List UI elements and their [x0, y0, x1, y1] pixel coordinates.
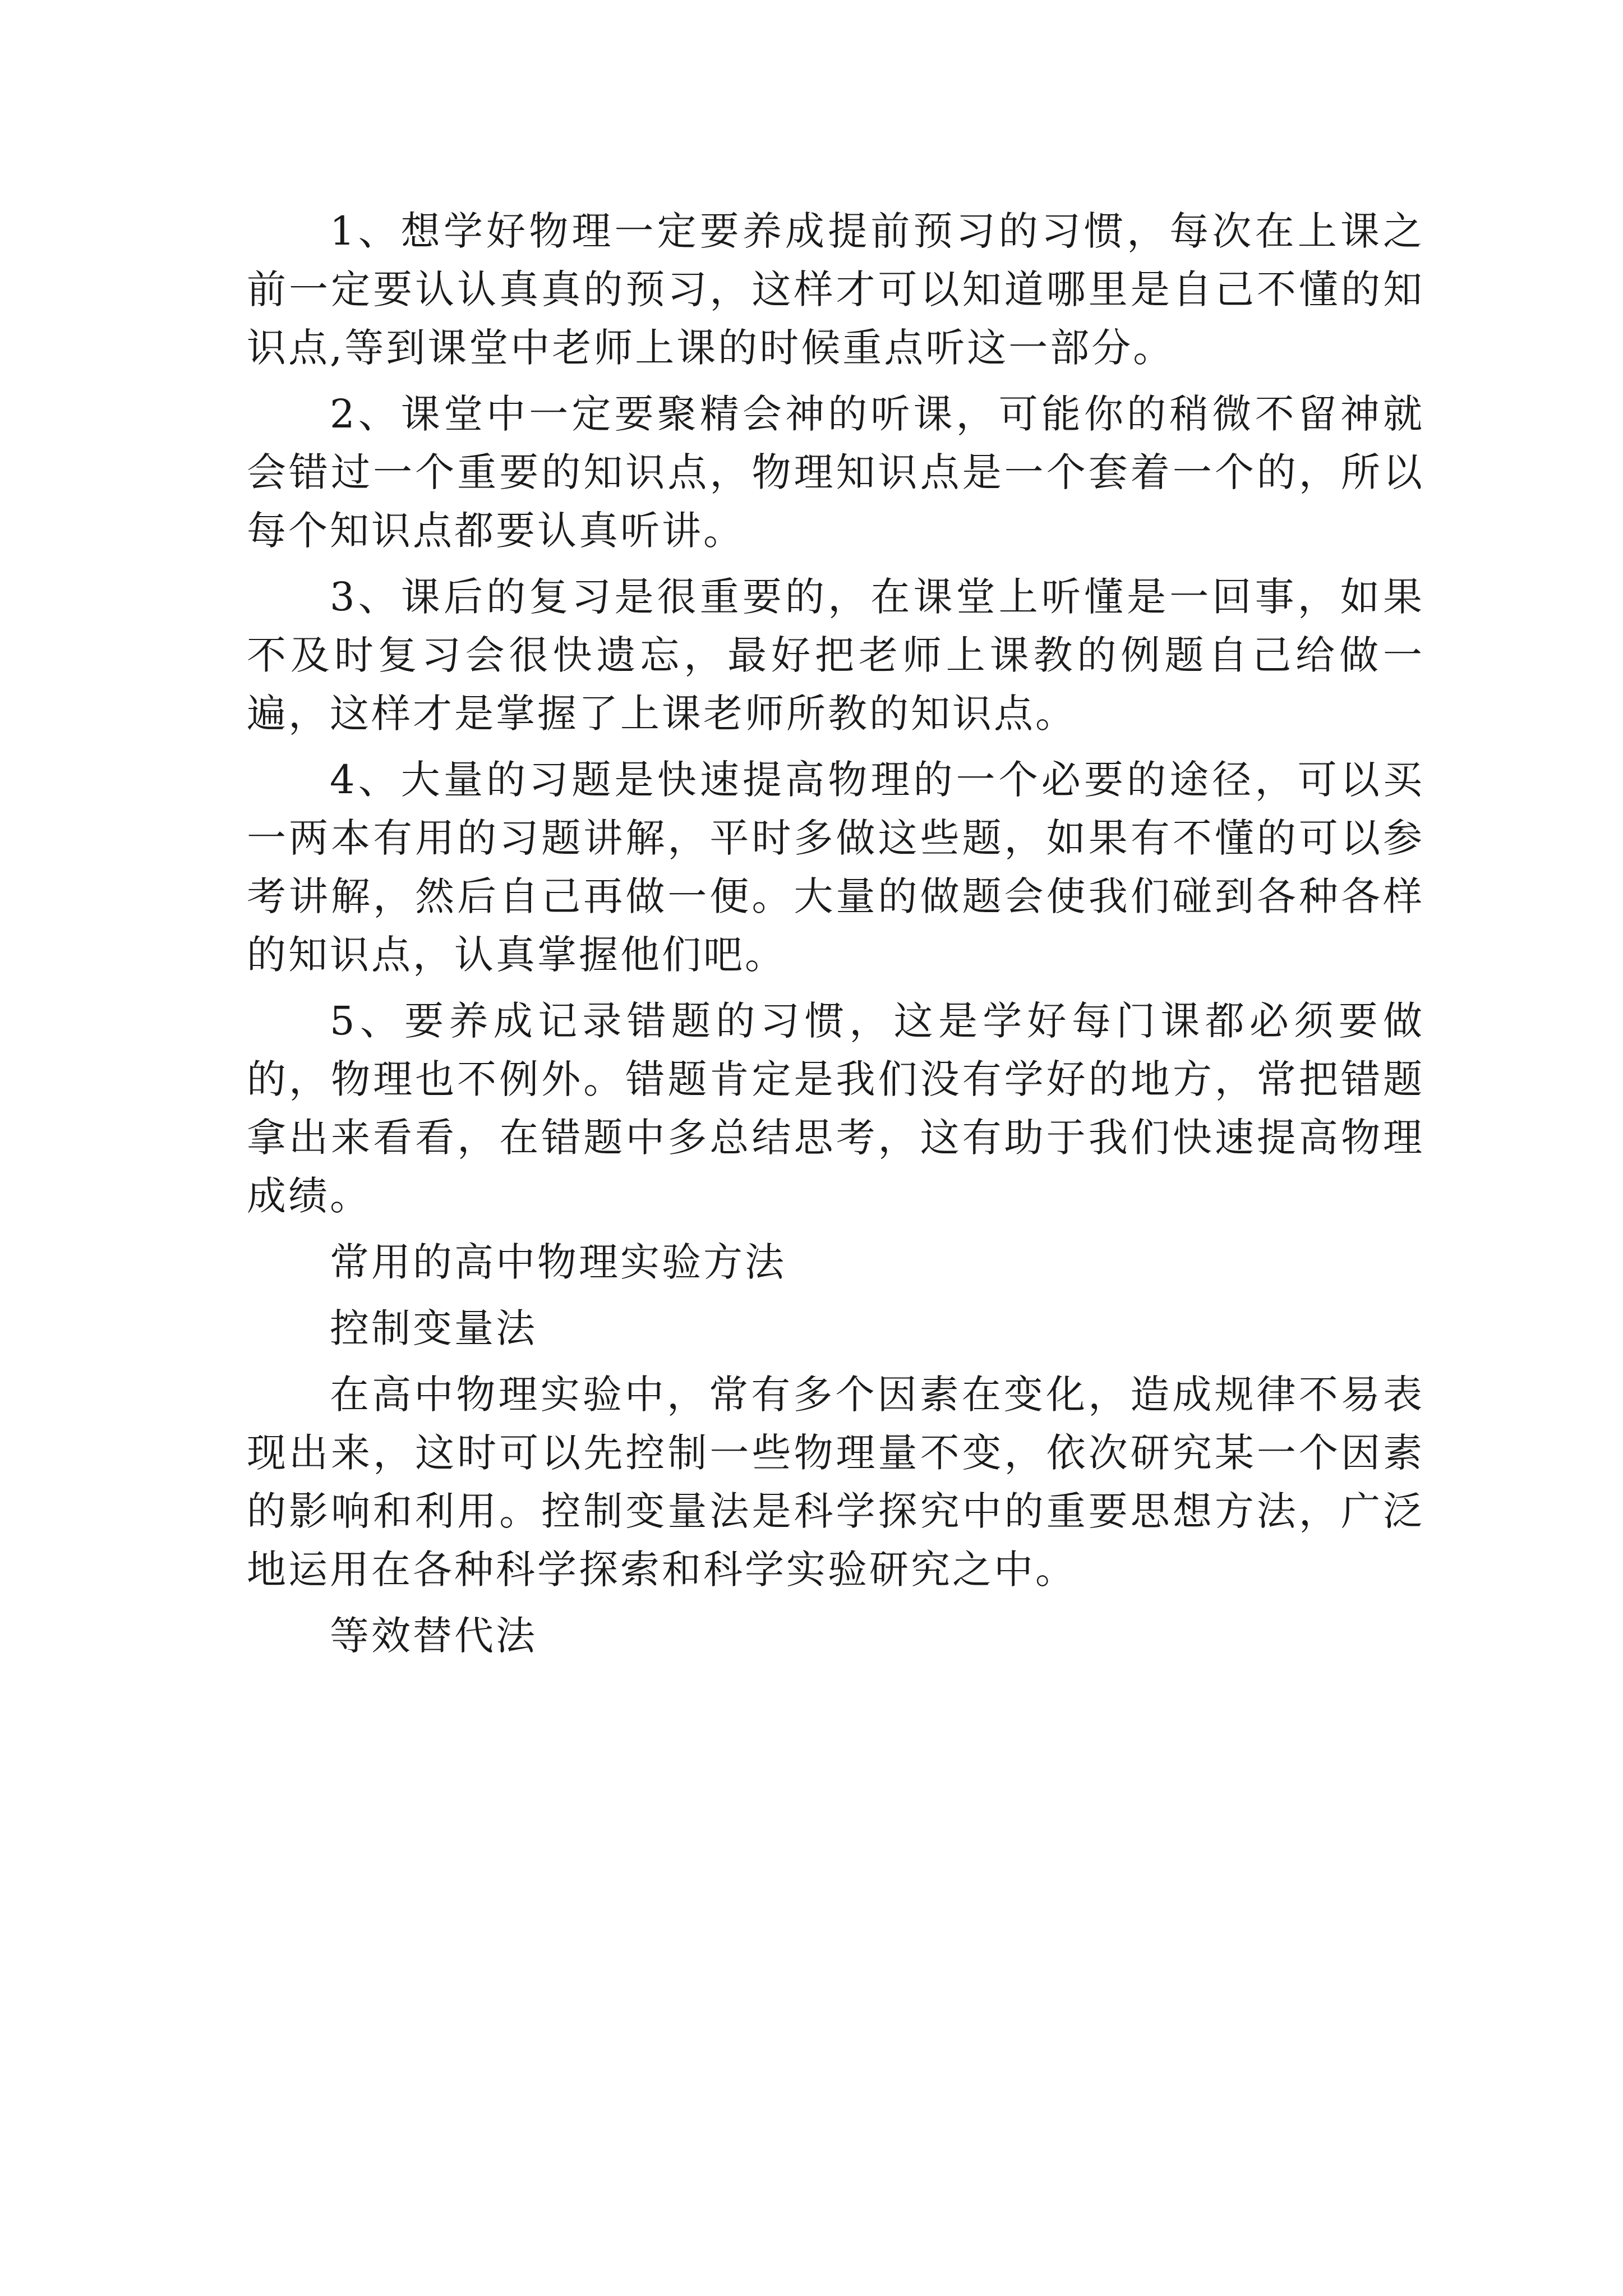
document-body	[247, 202, 1424, 1673]
paragraph-5: 5、要养成记录错题的习惯，这是学好每门课都必须要做的，物理也不例外。错题肯定是我们没有学好的地方，常把错题拿出来看看，在错题中多总结思考，这有助于我们快速提高物理成绩。	[247, 998, 1424, 1219]
section-title: 常用的高中物理实验方法	[330, 1239, 786, 1285]
subsection-title-equivalent-substitution: 等效替代法	[330, 1613, 537, 1659]
subsection-title-control-variable: 控制变量法	[330, 1305, 537, 1351]
paragraph-3: 3、课后的复习是很重要的，在课堂上听懂是一回事，如果不及时复习会很快遗忘，最好把老师上课教的例题自己给做一遍，这样才是掌握了上课老师所教的知识点。	[247, 574, 1424, 737]
paragraph-1: 1、想学好物理一定要养成提前预习的习惯，每次在上课之前一定要认认真真的预习，这样才可以知道哪里是自己不懂的知识点,等到课堂中老师上课的时候重点听这一部分。	[247, 208, 1424, 371]
paragraph-control-variable: 在高中物理实验中，常有多个因素在变化，造成规律不易表现出来，这时可以先控制一些物理量不变，依次研究某一个因素的影响和利用。控制变量法是科学探究中的重要思想方法，广泛地运用在各种科学探索和科学实验研究之中。	[247, 1372, 1424, 1593]
paragraph-2: 2、课堂中一定要聚精会神的听课，可能你的稍微不留神就会错过一个重要的知识点，物理知识点是一个套着一个的，所以每个知识点都要认真听讲。	[247, 391, 1424, 554]
paragraph-4: 4、大量的习题是快速提高物理的一个必要的途径，可以买一两本有用的习题讲解，平时多做这些题，如果有不懂的可以参考讲解，然后自己再做一便。大量的做题会使我们碰到各种各样的知识点，认真掌握他们吧。	[247, 757, 1424, 978]
